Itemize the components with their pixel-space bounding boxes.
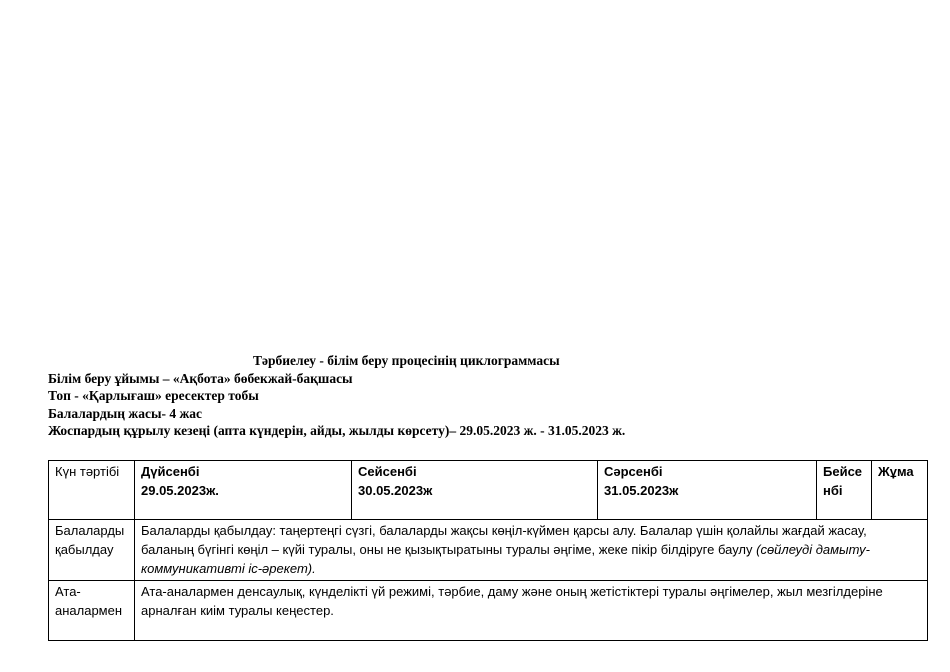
document-header bbox=[48, 352, 908, 440]
day-cell-wednesday bbox=[598, 461, 817, 520]
day-cell-friday bbox=[872, 461, 928, 520]
day-date: 29.05.2023ж. bbox=[141, 483, 219, 498]
row-label: Балаларды қабылдау bbox=[49, 520, 135, 581]
schedule-table bbox=[48, 460, 928, 641]
table-row bbox=[49, 520, 928, 581]
row-content bbox=[135, 581, 928, 641]
corner-cell: Күн тәртібі bbox=[49, 461, 135, 520]
day-cell-thursday bbox=[817, 461, 872, 520]
day-cell-monday bbox=[135, 461, 352, 520]
day-date: 31.05.2023ж bbox=[604, 483, 679, 498]
table-row bbox=[49, 581, 928, 641]
day-name: Сәрсенбі bbox=[604, 464, 663, 479]
row-content bbox=[135, 520, 928, 581]
day-name: Жұма bbox=[878, 464, 914, 479]
row-text: Балаларды қабылдау: таңертеңгі сүзгі, балаларды жақсы көңіл-күймен қарсы алу. Балалар үшін қолайлы жағдай жасау, баланың бүгінгі көңіл – күйі туралы, оны не қызықтыратыны туралы әңгіме, жеке пікір білдіруге баулу bbox=[141, 523, 867, 557]
row-text: Ата-аналармен денсаулық, күнделікті үй режимі, тәрбие, даму және оның жетістіктері туралы әңгімелер, жыл мезгілдеріне арналған киім туралы кеңестер. bbox=[141, 584, 883, 618]
row-note: (сөйлеудi дамыту-коммуникативтi iс-әрекет). bbox=[141, 542, 870, 576]
period-line: Жоспардың құрылу кезеңі (апта күндерін, айды, жылды көрсету)– 29.05.2023 ж. - 31.05.2023 ж. bbox=[48, 423, 626, 438]
day-name: Сейсенбі bbox=[358, 464, 417, 479]
organization-line: Білім беру ұйымы – «Ақбота» бөбекжай-бақшасы bbox=[48, 370, 353, 386]
day-date: 30.05.2023ж bbox=[358, 483, 433, 498]
day-name: Дүйсенбі bbox=[141, 464, 200, 479]
document-title: Тәрбиелеу - білім беру процесінің циклограммасы bbox=[253, 353, 560, 368]
age-line: Балалардың жасы- 4 жас bbox=[48, 405, 203, 421]
day-cell-tuesday bbox=[352, 461, 598, 520]
table-header-row bbox=[49, 461, 928, 520]
group-line: Топ - «Қарлығаш» ересектер тобы bbox=[48, 388, 259, 403]
row-label: Ата-аналармен bbox=[49, 581, 135, 641]
day-name: Бейсе нбі bbox=[823, 464, 863, 498]
